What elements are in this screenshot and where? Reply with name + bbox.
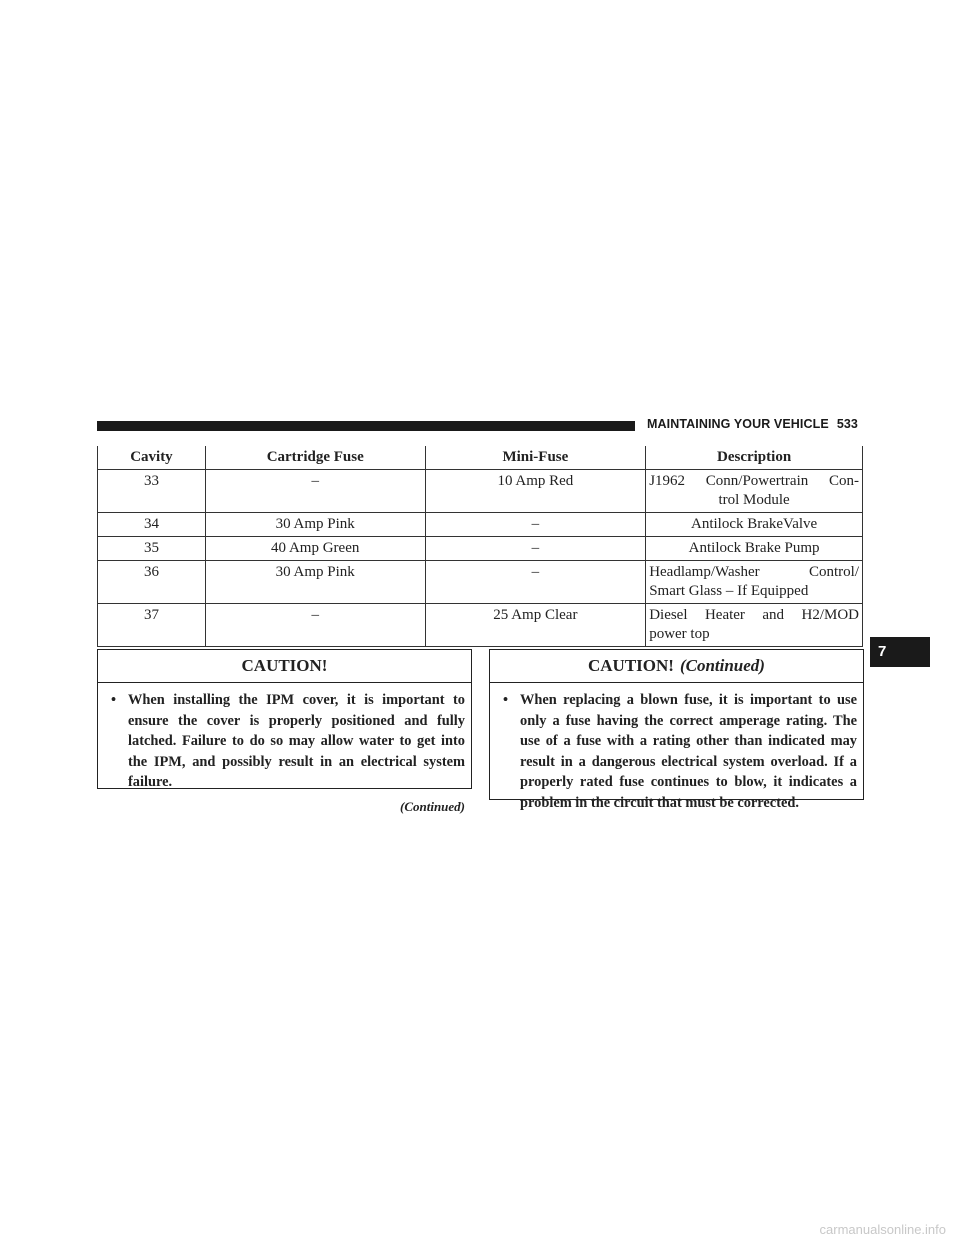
description-line-1: J1962 Conn/Powertrain Con- xyxy=(649,473,859,489)
caution-title-text: CAUTION! xyxy=(588,656,674,675)
cartridge-cell: 30 Amp Pink xyxy=(205,513,425,537)
caution-title: CAUTION! xyxy=(98,650,471,683)
table-row xyxy=(98,470,863,513)
description-line-2: power top xyxy=(649,626,710,642)
fuse-table xyxy=(97,446,863,647)
col-header-description: Description xyxy=(646,446,863,470)
cavity-cell: 36 xyxy=(98,561,206,604)
col-header-cartridge-fuse: Cartridge Fuse xyxy=(205,446,425,470)
header-bar xyxy=(97,421,635,431)
description-cell xyxy=(646,604,863,647)
mini-cell: – xyxy=(425,537,646,561)
caution-body xyxy=(490,683,863,821)
description-cell: Antilock BrakeValve xyxy=(646,513,863,537)
cartridge-cell: – xyxy=(205,470,425,513)
mini-cell: 25 Amp Clear xyxy=(425,604,646,647)
cartridge-cell: 40 Amp Green xyxy=(205,537,425,561)
col-header-mini-fuse: Mini-Fuse xyxy=(425,446,646,470)
description-line-2: trol Module xyxy=(718,492,790,508)
cavity-cell: 33 xyxy=(98,470,206,513)
cavity-cell: 34 xyxy=(98,513,206,537)
section-title: MAINTAINING YOUR VEHICLE xyxy=(647,417,829,431)
cavity-cell: 35 xyxy=(98,537,206,561)
caution-text: When replacing a blown fuse, it is important to use only a fuse having the correct amperage rating. The use of a fuse with a rating other than indicated may result in a dangerous electrical system overload. If a properly rated fuse continues to blow, it indicates a problem in the circuit that must be corrected. xyxy=(520,692,857,811)
caution-box-right xyxy=(489,649,864,811)
table-row xyxy=(98,537,863,561)
caution-title-continued: (Continued) xyxy=(679,656,765,675)
running-header xyxy=(647,417,858,431)
page-number: 533 xyxy=(836,417,858,431)
description-line-1: Diesel Heater and H2/MOD xyxy=(649,607,859,623)
mini-cell: 10 Amp Red xyxy=(425,470,646,513)
cavity-cell: 37 xyxy=(98,604,206,647)
table-row xyxy=(98,561,863,604)
continued-label: (Continued) xyxy=(400,799,466,814)
mini-cell: – xyxy=(425,561,646,604)
caution-body xyxy=(98,683,471,801)
watermark: carmanualsonline.info xyxy=(819,1222,946,1237)
chapter-tab: 7 xyxy=(870,637,930,667)
table-row xyxy=(98,604,863,647)
caution-title xyxy=(490,650,863,683)
description-line-1: Headlamp/Washer Control/ xyxy=(649,564,859,580)
description-line-2: Smart Glass – If Equipped xyxy=(649,583,809,599)
description-cell: Antilock Brake Pump xyxy=(646,537,863,561)
table-header-row xyxy=(98,446,863,470)
caution-box-left xyxy=(97,649,472,789)
description-cell xyxy=(646,561,863,604)
cartridge-cell: – xyxy=(205,604,425,647)
col-header-cavity: Cavity xyxy=(98,446,206,470)
bullet-icon: • xyxy=(111,692,117,708)
mini-cell: – xyxy=(425,513,646,537)
caution-text: When installing the IPM cover, it is important to ensure the cover is properly positioned and fully latched. Failure to do so may allow water to get into the IPM, and possibly result in an electrical system failure. xyxy=(128,692,465,790)
table-row xyxy=(98,513,863,537)
bullet-icon: • xyxy=(503,692,509,708)
cartridge-cell: 30 Amp Pink xyxy=(205,561,425,604)
description-cell xyxy=(646,470,863,513)
